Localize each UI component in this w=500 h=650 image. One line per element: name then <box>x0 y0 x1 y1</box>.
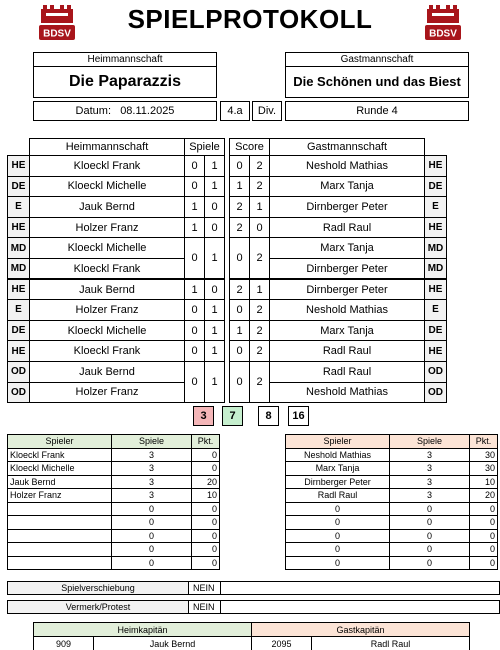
stat-player: Neshold Mathias <box>286 448 390 462</box>
corner-cell <box>425 139 447 156</box>
stat-games: 0 <box>112 543 192 557</box>
guest-games[interactable]: 0 <box>205 217 225 238</box>
stat-games: 3 <box>112 475 192 489</box>
header-games: Spiele <box>185 139 225 156</box>
stat-header-games: Spiele <box>112 435 192 449</box>
guest-player[interactable]: Radl Raul <box>270 217 425 238</box>
league-suffix: Div. <box>252 101 282 121</box>
stat-player: Kloeckl Michelle <box>8 462 112 476</box>
home-discipline: E <box>8 300 30 321</box>
stat-header-player: Spieler <box>8 435 112 449</box>
match-row <box>8 217 447 238</box>
guest-discipline: HE <box>425 217 447 238</box>
guest-score[interactable]: 1 <box>250 197 270 218</box>
protest-value[interactable]: NEIN <box>189 601 221 613</box>
home-games[interactable]: 1 <box>185 217 205 238</box>
home-score[interactable]: 0 <box>230 238 250 279</box>
guest-player[interactable]: Neshold Mathias <box>270 156 425 177</box>
guest-player[interactable]: Dirnberger Peter <box>270 258 425 279</box>
home-score[interactable]: 2 <box>230 279 250 300</box>
guest-games[interactable]: 0 <box>205 197 225 218</box>
stat-games: 3 <box>390 462 470 476</box>
home-discipline: HE <box>8 156 30 177</box>
stat-points: 0 <box>470 556 498 570</box>
home-score[interactable]: 2 <box>230 217 250 238</box>
home-score[interactable]: 2 <box>230 197 250 218</box>
stat-games: 0 <box>112 516 192 530</box>
stat-player: Marx Tanja <box>286 462 390 476</box>
stat-games: 0 <box>390 516 470 530</box>
guest-games[interactable]: 1 <box>205 341 225 362</box>
stat-points: 20 <box>470 489 498 503</box>
stat-player: 0 <box>286 556 390 570</box>
protest-row <box>7 600 500 614</box>
stat-points: 10 <box>192 489 220 503</box>
guest-discipline: E <box>425 197 447 218</box>
guest-score[interactable]: 1 <box>250 279 270 300</box>
home-discipline: E <box>8 197 30 218</box>
home-games[interactable]: 0 <box>185 320 205 341</box>
home-captain-name[interactable]: Jauk Bernd <box>94 637 252 650</box>
home-discipline: MD <box>8 258 30 279</box>
match-row <box>8 279 447 300</box>
home-player[interactable]: Jauk Bernd <box>30 279 185 300</box>
stat-player: Kloeckl Frank <box>8 448 112 462</box>
guest-player[interactable]: Radl Raul <box>270 341 425 362</box>
stat-games: 0 <box>390 502 470 516</box>
stat-games: 0 <box>112 556 192 570</box>
stat-points: 0 <box>192 543 220 557</box>
guest-discipline: HE <box>425 341 447 362</box>
guest-discipline: E <box>425 300 447 321</box>
guest-discipline: OD <box>425 361 447 382</box>
total-home-games: 3 <box>193 406 214 426</box>
stat-games: 3 <box>112 448 192 462</box>
guest-team-box <box>285 52 469 98</box>
guest-score[interactable]: 0 <box>250 217 270 238</box>
stat-row <box>286 556 498 570</box>
guest-games[interactable]: 1 <box>205 361 225 402</box>
total-home-score: 8 <box>258 406 279 426</box>
home-player[interactable]: Kloeckl Frank <box>30 258 185 279</box>
match-row <box>8 156 447 177</box>
header-score: Score <box>230 139 270 156</box>
home-captain-label: Heimkapitän <box>34 623 252 637</box>
stat-points: 10 <box>470 475 498 489</box>
header-guest: Gastmannschaft <box>270 139 425 156</box>
stat-row <box>8 475 220 489</box>
stat-player <box>8 516 112 530</box>
home-player[interactable]: Kloeckl Michelle <box>30 320 185 341</box>
stat-games: 3 <box>112 489 192 503</box>
bdsv-logo-right <box>424 4 462 44</box>
date-field[interactable] <box>33 101 217 121</box>
stat-games: 3 <box>390 475 470 489</box>
stat-points: 0 <box>470 529 498 543</box>
home-games[interactable]: 0 <box>185 300 205 321</box>
stat-player: 0 <box>286 543 390 557</box>
match-row <box>8 361 447 382</box>
match-row <box>8 341 447 362</box>
guest-captain-name[interactable]: Radl Raul <box>312 637 470 650</box>
home-team-box <box>33 52 217 98</box>
stat-row <box>286 462 498 476</box>
guest-player[interactable]: Marx Tanja <box>270 320 425 341</box>
stat-points: 0 <box>192 462 220 476</box>
date-label: Datum: <box>75 105 112 117</box>
home-games[interactable]: 0 <box>185 361 205 402</box>
guest-games[interactable]: 1 <box>205 238 225 279</box>
guest-discipline: DE <box>425 320 447 341</box>
match-row <box>8 320 447 341</box>
stat-row <box>286 516 498 530</box>
stat-points: 0 <box>192 516 220 530</box>
stat-player <box>8 556 112 570</box>
postpone-label: Spielverschiebung <box>8 582 189 594</box>
guest-discipline: MD <box>425 238 447 259</box>
guest-discipline: DE <box>425 176 447 197</box>
stat-row <box>286 489 498 503</box>
guest-player[interactable]: Neshold Mathias <box>270 300 425 321</box>
home-discipline: HE <box>8 217 30 238</box>
home-discipline: OD <box>8 382 30 403</box>
guest-player[interactable]: Marx Tanja <box>270 238 425 259</box>
stat-row <box>286 543 498 557</box>
home-score[interactable]: 0 <box>230 156 250 177</box>
home-score[interactable]: 0 <box>230 300 250 321</box>
guest-score[interactable]: 2 <box>250 361 270 402</box>
guest-games[interactable]: 1 <box>205 320 225 341</box>
stat-row <box>8 529 220 543</box>
stat-row <box>286 529 498 543</box>
home-player[interactable]: Jauk Bernd <box>30 361 185 382</box>
stat-player: 0 <box>286 529 390 543</box>
stat-player: 0 <box>286 516 390 530</box>
home-games[interactable]: 0 <box>185 238 205 279</box>
home-score[interactable]: 0 <box>230 361 250 402</box>
home-player[interactable]: Holzer Franz <box>30 382 185 403</box>
stat-points: 0 <box>470 543 498 557</box>
guest-player[interactable]: Neshold Mathias <box>270 382 425 403</box>
guest-games[interactable]: 1 <box>205 300 225 321</box>
guest-score[interactable]: 2 <box>250 300 270 321</box>
logo-text: BDSV <box>43 28 71 40</box>
match-row <box>8 238 447 259</box>
home-discipline: DE <box>8 320 30 341</box>
guest-score[interactable]: 2 <box>250 238 270 279</box>
page-title: SPIELPROTOKOLL <box>127 4 373 34</box>
stat-points: 0 <box>470 516 498 530</box>
stat-games: 0 <box>390 543 470 557</box>
home-discipline: OD <box>8 361 30 382</box>
stat-row <box>8 556 220 570</box>
stat-games: 0 <box>112 529 192 543</box>
stat-points: 0 <box>192 556 220 570</box>
home-player[interactable]: Jauk Bernd <box>30 197 185 218</box>
home-team-name[interactable]: Die Paparazzis <box>68 73 182 90</box>
stat-games: 0 <box>112 502 192 516</box>
stat-points: 0 <box>192 529 220 543</box>
home-stats-table <box>7 434 220 570</box>
match-row <box>8 197 447 218</box>
protest-label: Vermerk/Protest <box>8 601 189 613</box>
stat-row <box>8 543 220 557</box>
stat-player: Radl Raul <box>286 489 390 503</box>
stat-player: Holzer Franz <box>8 489 112 503</box>
stat-points: 20 <box>192 475 220 489</box>
home-games[interactable]: 1 <box>185 197 205 218</box>
stat-header-player: Spieler <box>286 435 390 449</box>
home-captain-number[interactable]: 909 <box>34 637 94 650</box>
guest-caption: Gastmannschaft <box>286 53 468 67</box>
stat-row <box>286 475 498 489</box>
league-field[interactable]: 4.a <box>220 101 250 121</box>
guest-score[interactable]: 2 <box>250 176 270 197</box>
home-games[interactable]: 0 <box>185 341 205 362</box>
stat-points: 0 <box>470 502 498 516</box>
stat-points: 30 <box>470 448 498 462</box>
corner-cell <box>8 139 30 156</box>
guest-player[interactable]: Radl Raul <box>270 361 425 382</box>
stat-row <box>286 448 498 462</box>
home-discipline: MD <box>8 238 30 259</box>
guest-captain-number[interactable]: 2095 <box>252 637 312 650</box>
match-row <box>8 176 447 197</box>
logo-text: BDSV <box>429 28 457 40</box>
home-player[interactable]: Kloeckl Frank <box>30 156 185 177</box>
guest-captain-label: Gastkapitän <box>252 623 470 637</box>
guest-player[interactable]: Marx Tanja <box>270 176 425 197</box>
home-discipline: HE <box>8 279 30 300</box>
guest-stats-table <box>285 434 498 570</box>
guest-score[interactable]: 2 <box>250 320 270 341</box>
stat-player: Jauk Bernd <box>8 475 112 489</box>
stat-points: 0 <box>192 502 220 516</box>
guest-games[interactable]: 1 <box>205 176 225 197</box>
bdsv-logo-left <box>38 4 76 44</box>
stat-row <box>8 489 220 503</box>
home-player[interactable]: Holzer Franz <box>30 217 185 238</box>
stat-games: 0 <box>390 529 470 543</box>
stat-player <box>8 529 112 543</box>
stat-player <box>8 502 112 516</box>
stat-player <box>8 543 112 557</box>
home-player[interactable]: Kloeckl Michelle <box>30 176 185 197</box>
match-row <box>8 300 447 321</box>
stat-games: 0 <box>390 556 470 570</box>
guest-discipline: HE <box>425 156 447 177</box>
total-guest-score: 16 <box>288 406 309 426</box>
stat-row <box>8 502 220 516</box>
stat-row <box>8 462 220 476</box>
home-score[interactable]: 1 <box>230 176 250 197</box>
home-caption: Heimmannschaft <box>34 53 216 67</box>
guest-player[interactable]: Dirnberger Peter <box>270 197 425 218</box>
guest-discipline: OD <box>425 382 447 403</box>
header-home: Heimmannschaft <box>30 139 185 156</box>
round-field[interactable]: Runde 4 <box>285 101 469 121</box>
stat-header-games: Spiele <box>390 435 470 449</box>
home-games[interactable]: 0 <box>185 156 205 177</box>
captains-table <box>33 622 470 650</box>
postpone-value[interactable]: NEIN <box>189 582 221 594</box>
stat-points: 30 <box>470 462 498 476</box>
home-score[interactable]: 1 <box>230 320 250 341</box>
stat-header-points: Pkt. <box>470 435 498 449</box>
guest-team-name[interactable]: Die Schönen und das Biest <box>293 74 461 89</box>
guest-player[interactable]: Dirnberger Peter <box>270 279 425 300</box>
guest-discipline: HE <box>425 279 447 300</box>
home-games[interactable]: 0 <box>185 176 205 197</box>
total-guest-games: 7 <box>222 406 243 426</box>
home-player[interactable]: Holzer Franz <box>30 300 185 321</box>
guest-games[interactable]: 1 <box>205 156 225 177</box>
guest-score[interactable]: 2 <box>250 341 270 362</box>
home-player[interactable]: Kloeckl Frank <box>30 341 185 362</box>
guest-score[interactable]: 2 <box>250 156 270 177</box>
stat-row <box>286 502 498 516</box>
stat-points: 0 <box>192 448 220 462</box>
stat-games: 3 <box>112 462 192 476</box>
guest-discipline: MD <box>425 258 447 279</box>
home-score[interactable]: 0 <box>230 341 250 362</box>
stat-player: 0 <box>286 502 390 516</box>
stat-header-points: Pkt. <box>192 435 220 449</box>
stat-row <box>8 448 220 462</box>
home-discipline: DE <box>8 176 30 197</box>
stat-player: Dirnberger Peter <box>286 475 390 489</box>
home-discipline: HE <box>8 341 30 362</box>
home-games[interactable]: 1 <box>185 279 205 300</box>
date-value: 08.11.2025 <box>120 105 175 117</box>
match-table <box>7 138 447 403</box>
postpone-row <box>7 581 500 595</box>
stat-games: 3 <box>390 448 470 462</box>
guest-games[interactable]: 0 <box>205 279 225 300</box>
stat-row <box>8 516 220 530</box>
home-player[interactable]: Kloeckl Michelle <box>30 238 185 259</box>
stat-games: 3 <box>390 489 470 503</box>
